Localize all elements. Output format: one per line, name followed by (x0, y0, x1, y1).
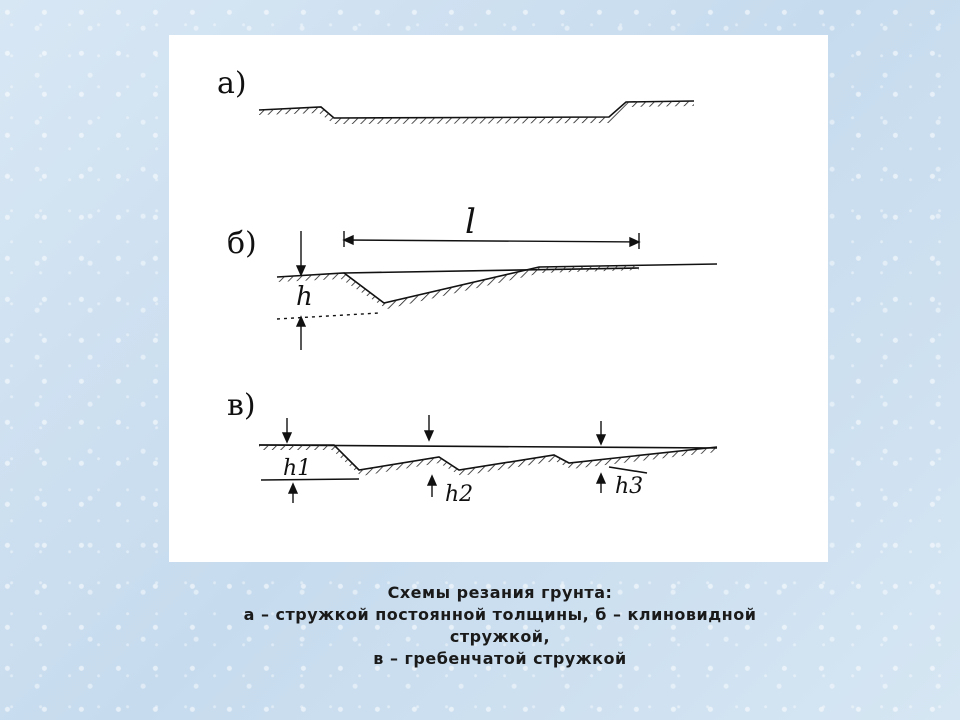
caption-line-1: а – стружкой постоянной толщины, б – клиновидной (243, 605, 757, 624)
hatching-c (259, 445, 717, 476)
soil-cutting-diagram (169, 35, 828, 562)
hatching-a (259, 101, 694, 124)
profile-c (259, 445, 717, 480)
caption-line-3: в – гребенчатой стружкой (373, 649, 627, 668)
cut-arrows-c (283, 415, 605, 444)
depth-symbol: h (296, 282, 313, 312)
label-b: б) (227, 226, 257, 261)
diagram-panel (169, 35, 828, 562)
label-a: а) (217, 66, 247, 101)
depth-symbol-h1: h1 (283, 456, 312, 481)
profile-b (277, 264, 717, 303)
figure-caption (180, 582, 820, 670)
length-dimension (344, 231, 639, 249)
length-symbol: l (465, 202, 476, 242)
depth-symbol-h3: h3 (615, 474, 644, 499)
caption-title: Схемы резания грунта: (387, 583, 613, 602)
caption-line-2: стружкой, (449, 627, 551, 646)
depth-symbol-h2: h2 (445, 482, 474, 507)
label-c: в) (227, 388, 256, 423)
